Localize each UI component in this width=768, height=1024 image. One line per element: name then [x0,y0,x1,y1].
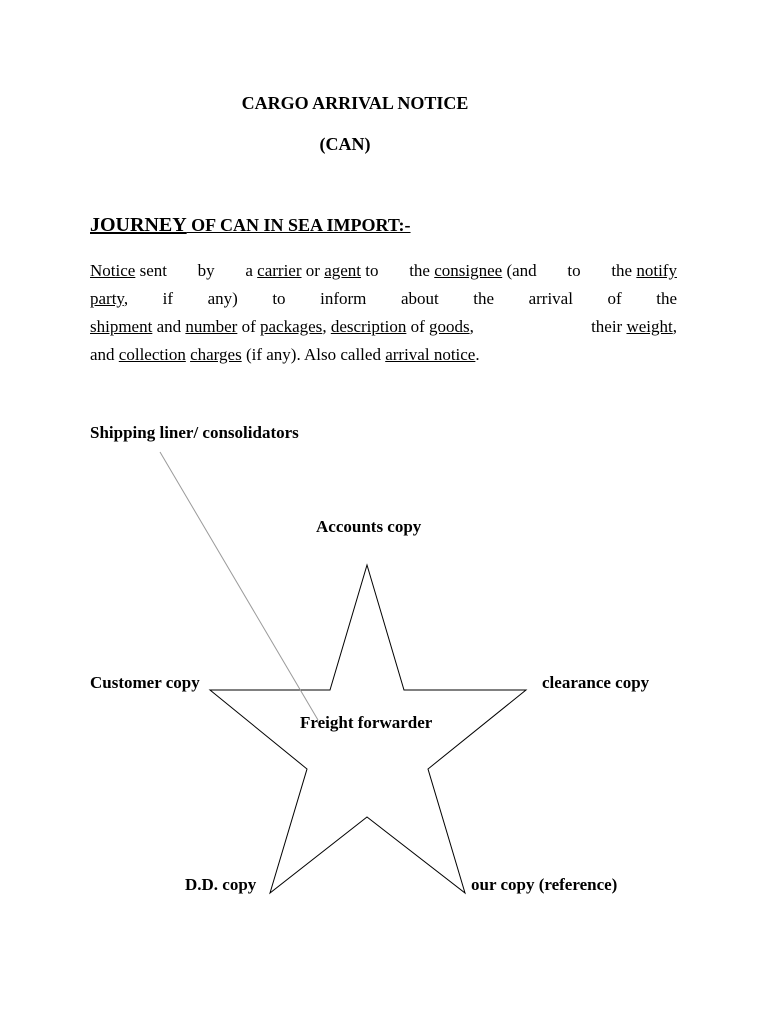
dd-copy-label: D.D. copy [185,875,257,894]
paragraph-line-3: shipment and number of packages, description of goods, their weight, [90,317,677,336]
word: and [90,345,115,364]
accounts-copy-label: Accounts copy [316,517,422,536]
word: consignee [434,261,503,280]
word: shipment [90,317,153,336]
paragraph-line-2: party, if any) to inform about the arrival of the [90,285,677,313]
word: inform [320,289,367,308]
word: party [90,289,124,308]
word: about [400,289,439,308]
word: of [241,317,256,336]
word: collection [118,345,186,364]
document-subtitle: (CAN) [319,134,371,154]
freight-forwarder-label: Freight forwarder [300,713,433,732]
word: (if any). Also called [245,345,381,364]
word: packages [260,317,323,336]
word: their [591,317,623,336]
word: or [305,261,320,280]
word: notify [636,261,677,280]
word: the [611,261,633,280]
word: arrival [528,289,573,308]
word: carrier [257,261,302,280]
word: any) [207,289,238,308]
word: and [156,317,182,336]
customer-copy-label: Customer copy [90,673,200,692]
word: number [185,317,238,336]
clearance-copy-label: clearance copy [542,673,650,692]
word: of [410,317,425,336]
word: sent [139,261,167,280]
word: if [162,289,174,308]
word: the [656,289,677,308]
word: charges [190,345,242,364]
word: agent [324,261,362,280]
document-title: CARGO ARRIVAL NOTICE [241,93,469,113]
word: of [607,289,622,308]
heading-part1: JOURNEY [90,214,187,236]
word: by [197,261,215,280]
word: description [330,317,407,336]
shipping-liner-label: Shipping liner/ consolidators [90,423,299,442]
paragraph-line-4: and collection charges (if any). Also called arrival notice. [90,345,480,364]
word: Notice [90,261,136,280]
word: a [245,261,253,280]
word: to [567,261,581,280]
word: arrival notice [385,345,476,364]
word: (and [506,261,537,280]
heading-part2: OF CAN IN SEA IMPORT:- [186,215,411,235]
our-copy-label: our copy (reference) [471,875,618,894]
word: to [365,261,379,280]
word: weight [626,317,673,336]
word: goods [429,317,470,336]
word: to [272,289,286,308]
word: the [473,289,495,308]
word: the [409,261,430,280]
